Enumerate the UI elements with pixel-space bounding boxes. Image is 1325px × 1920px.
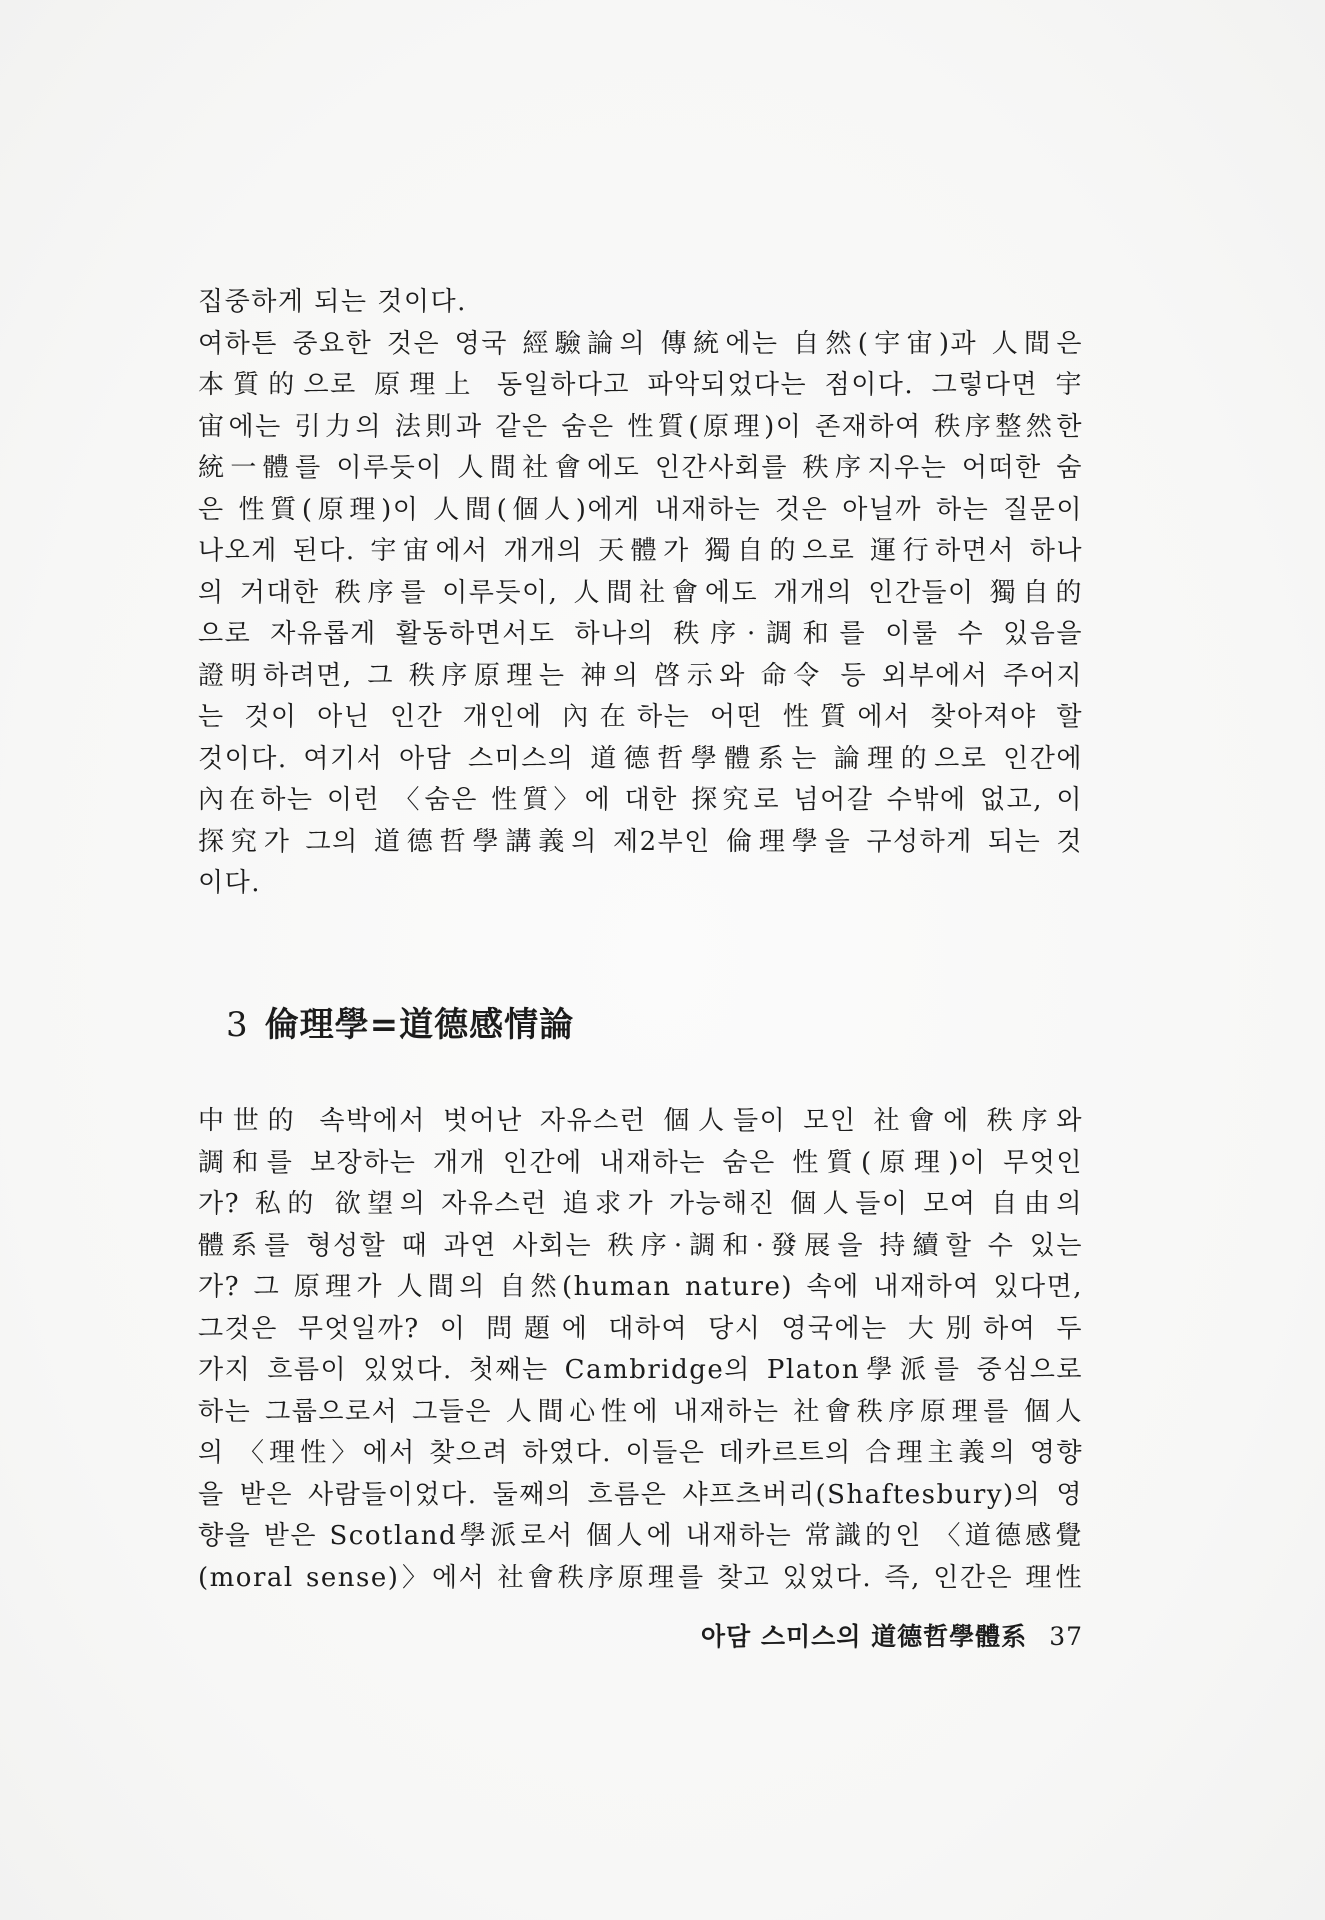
text-line: 는 것이 아닌 인간 개인에 內在하는 어떤 性質에서 찾아져야 할: [198, 702, 1083, 732]
text-line: 證明하려면, 그 秩序原理는 神의 啓示와 命令 등 외부에서 주어지: [198, 660, 1083, 691]
text-line: 이다.: [198, 868, 261, 898]
paragraph-block-1: [198, 282, 1083, 905]
text-line: 나오게 된다. 宇宙에서 개개의 天體가 獨自的으로 運行하면서 하나: [198, 536, 1083, 566]
text-line: 의 거대한 秩序를 이루듯이, 人間社會에도 개개의 인간들이 獨自的: [198, 577, 1083, 608]
text-line: 그것은 무엇일까? 이 問題에 대하여 당시 영국에는 大別하여 두: [198, 1313, 1083, 1344]
section-heading: [226, 1000, 574, 1050]
text-line: 本質的으로 原理上 동일하다고 파악되었다는 점이다. 그렇다면 宇: [198, 370, 1083, 400]
text-line: 宙에는 引力의 法則과 같은 숨은 性質(原理)이 존재하여 秩序整然한: [198, 411, 1083, 442]
text-line: 의 〈理性〉에서 찾으려 하였다. 이들은 데카르트의 合理主義의 영향: [198, 1438, 1083, 1468]
running-title: 아담 스미스의 道德哲學體系: [700, 1622, 1028, 1651]
text-line: 가? 私的 欲望의 자유스런 追求가 가능해진 個人들이 모여 自由의: [198, 1189, 1083, 1219]
text-line: 가지 흐름이 있었다. 첫째는 Cambridge의 Platon學派를 중심으로: [198, 1355, 1083, 1385]
text-line: 中世的 속박에서 벗어난 자유스런 個人들이 모인 社會에 秩序와: [198, 1106, 1083, 1136]
text-line: 가? 그 原理가 人間의 自然(human nature) 속에 내재하여 있다면,: [198, 1272, 1083, 1302]
text-line: 여하튼 중요한 것은 영국 經驗論의 傳統에는 自然(宇宙)과 人間은: [198, 328, 1083, 359]
section-number: 3: [226, 1005, 249, 1045]
text-line: 은 性質(原理)이 人間(個人)에게 내재하는 것은 아닐까 하는 질문이: [198, 494, 1083, 525]
page-number: 37: [1049, 1622, 1083, 1651]
text-line: 것이다. 여기서 아담 스미스의 道德哲學體系는 論理的으로 인간에: [198, 743, 1083, 774]
text-line: 집중하게 되는 것이다.: [198, 287, 467, 317]
text-line: 內在하는 이런 〈숨은 性質〉에 대한 探究로 넘어갈 수밖에 없고, 이: [198, 785, 1083, 815]
text-line: 調和를 보장하는 개개 인간에 내재하는 숨은 性質(原理)이 무엇인: [198, 1147, 1083, 1178]
text-line: 探究가 그의 道德哲學講義의 제2부인 倫理學을 구성하게 되는 것: [198, 826, 1083, 857]
paragraph-block-2: [198, 1101, 1083, 1599]
section-title: 倫理學=道德感情論: [264, 1005, 575, 1045]
text-line: 으로 자유롭게 활동하면서도 하나의 秩序·調和를 이룰 수 있음을: [198, 619, 1083, 649]
text-line: 하는 그룹으로서 그들은 人間心性에 내재하는 社會秩序原理를 個人: [198, 1396, 1083, 1427]
text-line: (moral sense)〉에서 社會秩序原理를 찾고 있었다. 즉, 인간은 理性: [198, 1562, 1083, 1593]
text-line: 體系를 형성할 때 과연 사회는 秩序·調和·發展을 持續할 수 있는: [198, 1230, 1083, 1261]
text-line: 을 받은 사람들이었다. 둘째의 흐름은 샤프츠버리(Shaftesbury)의 영: [198, 1479, 1083, 1510]
text-line: 統一體를 이루듯이 人間社會에도 인간사회를 秩序지우는 어떠한 숨: [198, 453, 1083, 483]
page-footer: [650, 1619, 1083, 1655]
text-line: 향을 받은 Scotland學派로서 個人에 내재하는 常識的인 〈道德感覺: [198, 1521, 1083, 1551]
